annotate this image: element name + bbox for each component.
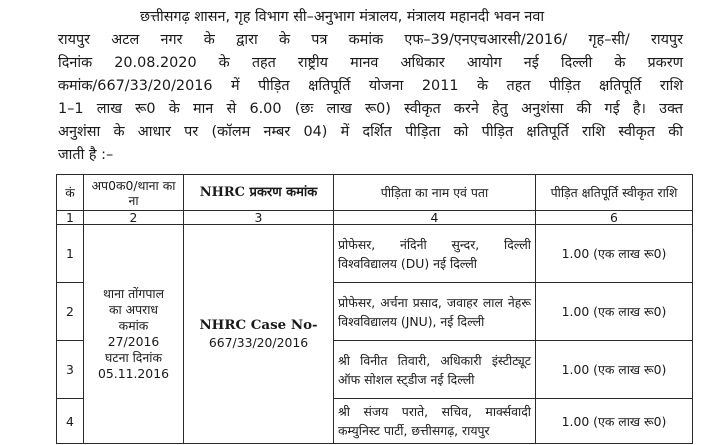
compensation-table <box>56 174 693 444</box>
paragraph-line: कमांक/667/33/20/2016 में पीड़ित क्षतिपूर्ति योजना 2011 के तहत पीड़ित क्षतिपूर्ति राशि <box>58 78 683 94</box>
police-station-cell <box>84 225 184 444</box>
police-station-line: 05.11.2016 <box>98 366 169 381</box>
paragraph-line: दिनांक 20.08.2020 के तहत राष्ट्रीय मानव अधिकार आयोग नई दिल्ली के प्रकरण <box>58 55 683 71</box>
column-number: 2 <box>84 211 184 225</box>
column-number: 3 <box>184 211 334 225</box>
amount-cell: 1.00 (एक लाख रू0) <box>536 283 693 341</box>
column-number-row <box>57 211 693 225</box>
victim-cell: प्रोफेसर, अर्चना प्रसाद, जवाहर लाल नेहरू विश्वविद्यालय (JNU), नई दिल्ली <box>334 283 536 341</box>
serial-cell: 1 <box>57 225 84 283</box>
header-police-station: अप0क0/थाना का ना <box>84 175 184 211</box>
table-header-row <box>57 175 693 211</box>
paragraph-line: रायपुर अटल नगर के द्वारा के पत्र कमांक एफ–39/एनएचआरसी/2016/ गृह–सी/ रायपुर <box>58 32 683 48</box>
amount-cell: 1.00 (एक लाख रू0) <box>536 341 693 399</box>
police-station-line: का अपराध <box>108 302 159 317</box>
amount-cell: 1.00 (एक लाख रू0) <box>536 399 693 444</box>
police-station-line: घटना दिनांक <box>105 350 162 365</box>
header-compensation: पीड़ित क्षतिपूर्ति स्वीकृत राशि <box>536 175 693 211</box>
intro-paragraph <box>58 6 683 167</box>
nhrc-case-number: 667/33/20/2016 <box>208 335 309 350</box>
victim-cell: श्री विनीत तिवारी, अधिकारी इंस्टीट्यूट ऑफ सोशल स्ट्डीज नई दिल्ली <box>334 341 536 399</box>
paragraph-line: अनुशंसा के आधार पर (कॉलम नम्बर 04) में दर्शित पीड़िता को पीड़ित क्षतिपूर्ति राशि स्वीकृत की <box>58 124 683 140</box>
header-serial: कं <box>57 175 84 211</box>
header-victim: पीड़िता का नाम एवं पता <box>334 175 536 211</box>
paragraph-line: छत्तीसगढ़ शासन, गृह विभाग सी–अनुभाग मंत्रालय, मंत्रालय महानदी भवन नवा <box>140 9 545 25</box>
paragraph-line: जाती है :– <box>58 147 114 163</box>
column-number: 4 <box>334 211 536 225</box>
column-number: 1 <box>57 211 84 225</box>
header-nhrc-case: NHRC प्रकरण कमांक <box>184 175 334 211</box>
police-station-line: थाना तोंगपाल <box>102 286 165 301</box>
police-station-line: 27/2016 <box>107 334 160 349</box>
column-number: 6 <box>536 211 693 225</box>
serial-cell: 2 <box>57 283 84 341</box>
victim-cell: प्रोफेसर, नंदिनी सुन्दर, दिल्ली विश्वविद्यालय (DU) नई दिल्ली <box>334 225 536 283</box>
table-row <box>57 225 693 283</box>
serial-cell: 4 <box>57 399 84 444</box>
amount-cell: 1.00 (एक लाख रू0) <box>536 225 693 283</box>
victim-cell: श्री संजय पराते, सचिव, मार्क्सवादी कम्युनिस्ट पार्टी, छत्तीसगढ़, रायपुर <box>334 399 536 444</box>
serial-cell: 3 <box>57 341 84 399</box>
nhrc-case-label: NHRC Case No- <box>199 317 318 333</box>
police-station-line: कमांक <box>118 318 149 333</box>
nhrc-case-cell <box>184 225 334 444</box>
paragraph-line: 1–1 लाख रू0 के मान से 6.00 (छः लाख रू0) स्वीकृत करने हेतु अनुशंसा की गई है। उक्त <box>58 101 683 117</box>
